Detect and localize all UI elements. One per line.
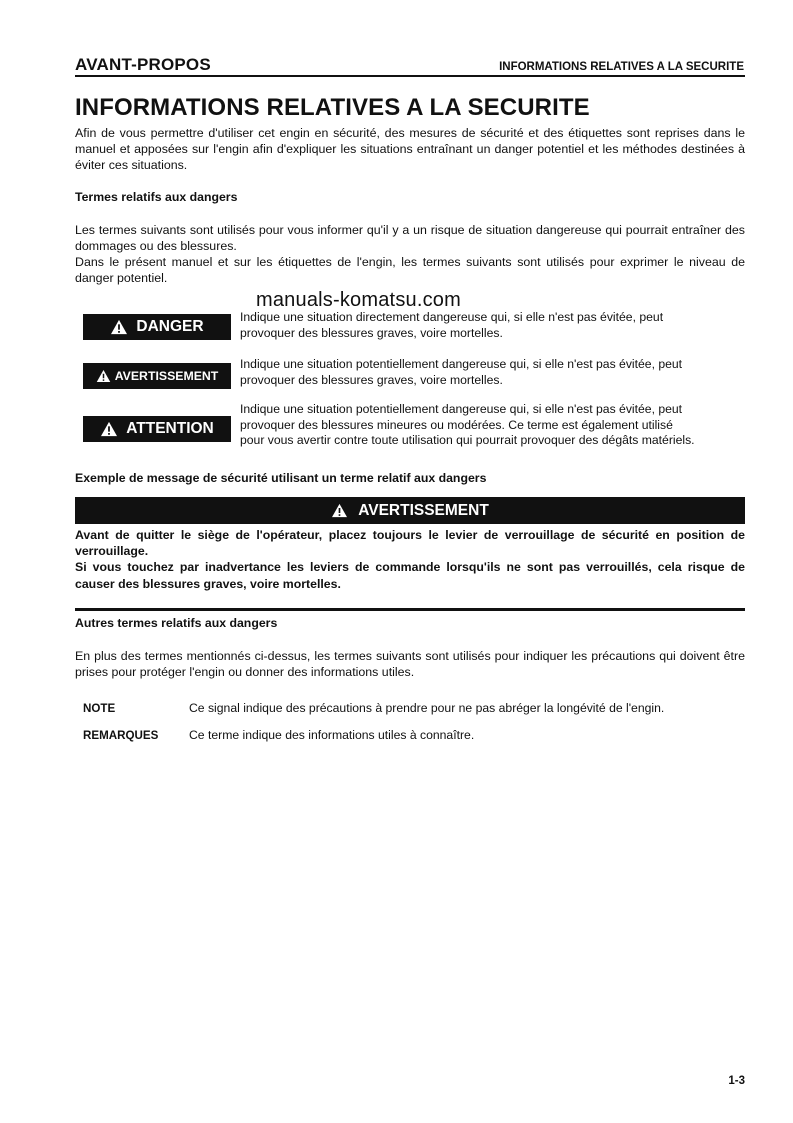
warning-badge-label: AVERTISSEMENT	[114, 369, 219, 383]
header-divider	[75, 75, 745, 77]
description-line: provoquer des blessures graves, voire mortelles.	[240, 372, 503, 387]
example-message-line: Avant de quitter le siège de l'opérateur, placez toujours le levier de verrouillage de sécurité en position de verrouillage.	[75, 528, 745, 559]
example-divider	[75, 608, 745, 611]
page-title: INFORMATIONS RELATIVES A LA SECURITE	[75, 94, 590, 121]
description-line: Indique une situation directement dangereuse qui, si elle n'est pas évitée, peut	[240, 310, 664, 324]
warning-triangle-icon	[110, 319, 128, 335]
example-heading: Exemple de message de sécurité utilisant un terme relatif aux dangers	[75, 471, 487, 485]
intro-paragraph: Afin de vous permettre d'utiliser cet engin en sécurité, des mesures de sécurité et des étiquettes sont reprises dans le manuel et apposées sur l'engin afin d'expliquer les situations entraînant un danger potentiel et les méthodes destinées à éviter ces situations.	[75, 126, 745, 173]
danger-terms-paragraph-2: Dans le présent manuel et sur les étiquettes de l'engin, les termes suivants sont utilisés pour exprimer le niveau de danger potentiel.	[75, 255, 745, 286]
caution-badge-label: ATTENTION	[126, 420, 214, 437]
danger-description	[240, 310, 740, 341]
example-warning-bar	[75, 497, 745, 524]
section-header: AVANT-PROPOS	[75, 55, 211, 74]
other-terms-heading: Autres termes relatifs aux dangers	[75, 616, 278, 630]
description-line: provoquer des blessures mineures ou modérées. Ce terme est également utilisé	[240, 417, 673, 432]
warning-description	[240, 357, 740, 388]
example-message-line: Si vous touchez par inadvertance les leviers de commande lorsqu'ils ne sont pas verrouillés, cela risque de causer des blessures graves, voire mortelles.	[75, 560, 745, 591]
example-message	[75, 527, 745, 592]
warning-badge	[83, 363, 231, 389]
page-number: 1-3	[728, 1075, 745, 1087]
danger-badge	[83, 314, 231, 340]
term-note: NOTE	[83, 702, 116, 715]
term-remarques: REMARQUES	[83, 729, 159, 742]
warning-triangle-icon	[331, 503, 348, 518]
danger-terms-paragraph-1: Les termes suivants sont utilisés pour vous informer qu'il y a un risque de situation dangereuse qui pourrait entraîner des dommages ou des blessures.	[75, 223, 745, 254]
term-remarques-description: Ce terme indique des informations utiles à connaître.	[189, 728, 475, 742]
description-line: Indique une situation potentiellement dangereuse qui, si elle n'est pas évitée, peut	[240, 357, 683, 371]
caution-badge	[83, 416, 231, 442]
caution-description	[240, 402, 740, 449]
warning-triangle-icon	[96, 369, 111, 383]
description-line: provoquer des blessures graves, voire mortelles.	[240, 325, 503, 340]
running-title: INFORMATIONS RELATIVES A LA SECURITE	[499, 61, 744, 73]
danger-badge-label: DANGER	[136, 318, 204, 335]
description-line: Indique une situation potentiellement dangereuse qui, si elle n'est pas évitée, peut	[240, 402, 683, 416]
watermark-text: manuals-komatsu.com	[256, 289, 461, 311]
danger-terms-heading: Termes relatifs aux dangers	[75, 190, 238, 204]
other-terms-paragraph: En plus des termes mentionnés ci-dessus, les termes suivants sont utilisés pour indiquer les précautions qui doivent être prises pour protéger l'engin ou donner des informations utiles.	[75, 649, 745, 680]
description-line: pour vous avertir contre toute utilisation qui pourrait provoquer des dégâts matériels.	[240, 433, 695, 447]
term-note-description: Ce signal indique des précautions à prendre pour ne pas abréger la longévité de l'engin.	[189, 701, 665, 715]
warning-triangle-icon	[100, 421, 118, 437]
example-warning-label: AVERTISSEMENT	[358, 501, 489, 519]
